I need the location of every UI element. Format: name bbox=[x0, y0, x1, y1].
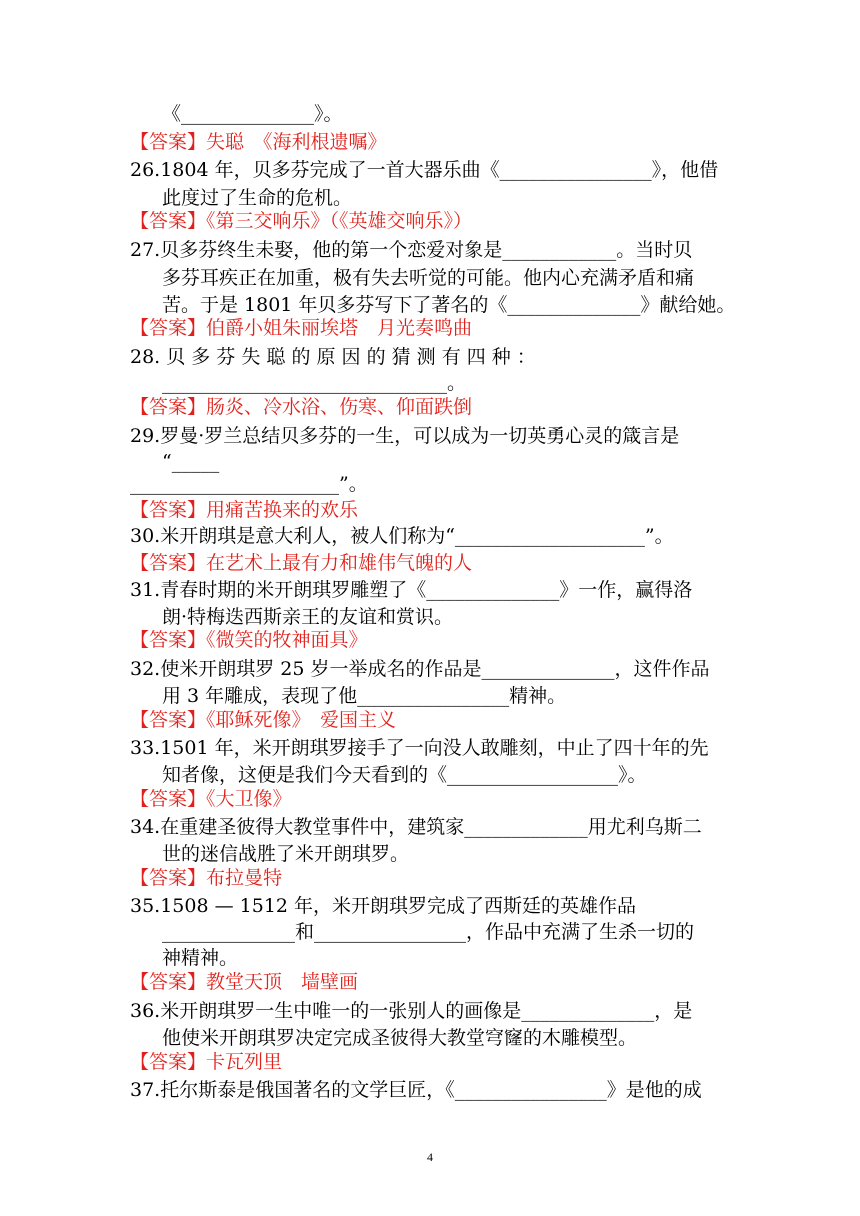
question-37: 37.托尔斯泰是俄国著名的文学巨匠，《________________》是他的成 bbox=[130, 1079, 702, 1101]
question-27-cont: 多芬耳疾正在加重，极有失去听觉的可能。他内心充满矛盾和痛 bbox=[162, 267, 695, 289]
answer-35: 【答案】教堂天顶 墙壁画 bbox=[130, 971, 359, 993]
answer-34: 【答案】布拉曼特 bbox=[130, 867, 283, 889]
question-29-blank: ______________________”。 bbox=[130, 473, 368, 495]
question-35-cont: ______________和________________，作品中充满了生杀一切的 bbox=[162, 921, 695, 943]
question-33-cont: 知者像，这便是我们今天看到的《__________________》。 bbox=[162, 764, 647, 786]
question-28: 28. 贝 多 芬 失 聪 的 原 因 的 猜 测 有 四 种 ： bbox=[130, 346, 536, 368]
answer-29: 【答案】用痛苦换来的欢乐 bbox=[130, 499, 359, 521]
q25-continuation: 《______________》。 bbox=[162, 103, 343, 125]
answer-26: 【答案】《第三交响乐》（《英雄交响乐》） bbox=[130, 210, 473, 232]
question-31: 31.青春时期的米开朗琪罗雕塑了《______________》一作，赢得洛 bbox=[130, 579, 693, 601]
question-36: 36.米开朗琪罗一生中唯一的一张别人的画像是______________，是 bbox=[130, 1000, 693, 1022]
question-27-cont2: 苦。于是 1801 年贝多芬写下了著名的《______________》献给她。 bbox=[162, 294, 736, 316]
question-33: 33.1501 年，米开朗琪罗接手了一向没人敢雕刻，中止了四十年的先 bbox=[130, 737, 709, 759]
question-30: 30.米开朗琪是意大利人，被人们称为“____________________”。 bbox=[130, 525, 674, 547]
answer-30: 【答案】在艺术上最有力和雄伟气魄的人 bbox=[130, 552, 473, 574]
question-26: 26.1804 年，贝多芬完成了一首大器乐曲《________________》，他借 bbox=[130, 159, 719, 181]
question-32-cont: 用 3 年雕成，表现了他________________精神。 bbox=[162, 685, 567, 707]
page-number: 4 bbox=[427, 1150, 433, 1164]
answer-32: 【答案】《耶稣死像》 爱国主义 bbox=[130, 709, 397, 731]
answer-27: 【答案】伯爵小姐朱丽埃塔 月光奏鸣曲 bbox=[130, 317, 473, 339]
question-32: 32.使米开朗琪罗 25 岁一举成名的作品是______________，这件作品 bbox=[130, 658, 710, 680]
answer-33: 【答案】《大卫像》 bbox=[130, 788, 292, 810]
question-28-blank: ______________________________。 bbox=[162, 372, 467, 394]
question-31-cont: 朗·特梅迭西斯亲王的友谊和赏识。 bbox=[162, 606, 454, 628]
question-29-cont: “_____ bbox=[162, 451, 220, 473]
question-26-cont: 此度过了生命的危机。 bbox=[162, 187, 353, 209]
question-27: 27.贝多芬终生未娶，他的第一个恋爱对象是____________。当时贝 bbox=[130, 239, 693, 261]
question-29: 29.罗曼·罗兰总结贝多芬的一生，可以成为一切英勇心灵的箴言是 bbox=[130, 425, 680, 447]
question-35: 35.1508 — 1512 年，米开朗琪罗完成了西斯廷的英雄作品 bbox=[130, 895, 637, 917]
question-34: 34.在重建圣彼得大教堂事件中，建筑家_____________用尤利乌斯二 bbox=[130, 816, 702, 838]
answer-25: 【答案】失聪 《海利根遗嘱》 bbox=[130, 131, 387, 153]
question-35-cont2: 神精神。 bbox=[162, 947, 239, 969]
answer-31: 【答案】《微笑的牧神面具》 bbox=[130, 629, 368, 651]
question-34-cont: 世的迷信战胜了米开朗琪罗。 bbox=[162, 843, 410, 865]
answer-36: 【答案】卡瓦列里 bbox=[130, 1051, 283, 1073]
answer-28: 【答案】肠炎、冷水浴、伤寒、仰面跌倒 bbox=[130, 396, 473, 418]
question-36-cont: 他使米开朗琪罗决定完成圣彼得大教堂穹窿的木雕模型。 bbox=[162, 1027, 638, 1049]
